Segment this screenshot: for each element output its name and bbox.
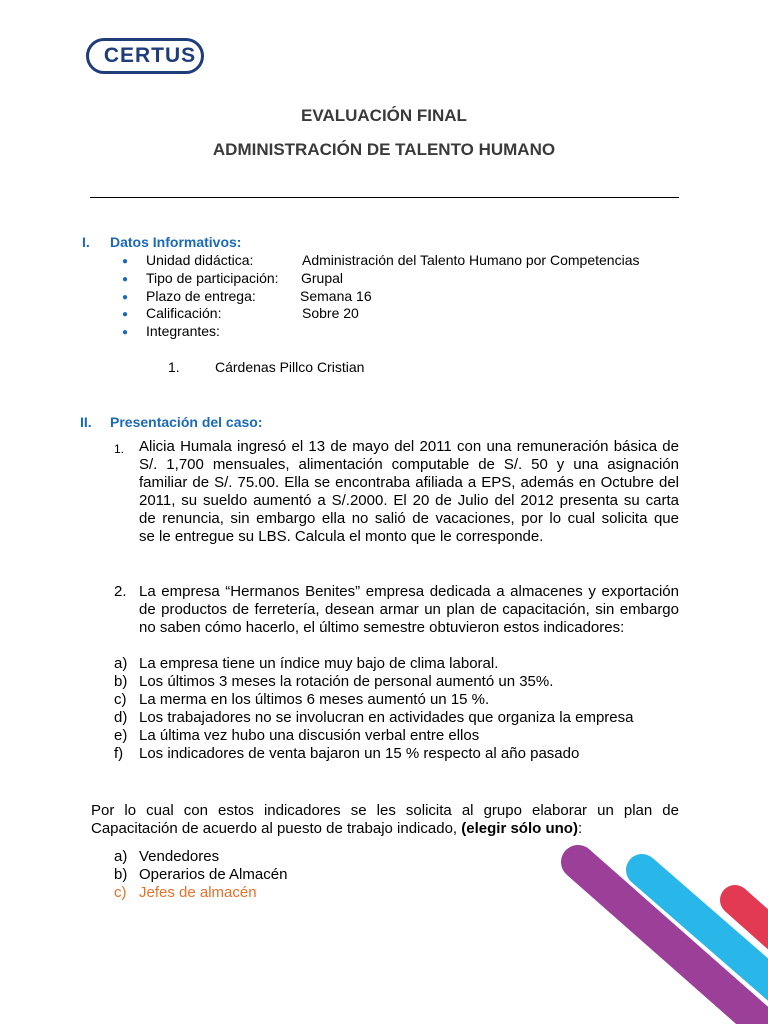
section2-number: II.	[80, 414, 92, 430]
indicator-text: Los últimos 3 meses la rotación de personal aumentó un 35%.	[139, 673, 554, 690]
page-title: EVALUACIÓN FINAL	[301, 106, 467, 125]
page-subtitle: ADMINISTRACIÓN DE TALENTO HUMANO	[212, 140, 556, 159]
info-label: Plazo de entrega:	[146, 288, 256, 304]
logo-text: CERTUS	[103, 44, 197, 67]
option-text: Operarios de Almacén	[139, 866, 288, 883]
info-label: Integrantes:	[146, 323, 220, 339]
case2-line: La empresa “Hermanos Benites” empresa dedicada a almacenes y exportación	[139, 583, 679, 600]
section1-title: Datos Informativos:	[110, 234, 242, 250]
option-letter: a)	[114, 848, 128, 865]
indicator-letter: c)	[114, 691, 127, 708]
option-letter: c)	[114, 884, 127, 901]
info-label: Calificación:	[146, 305, 222, 321]
closing-line: Por lo cual con estos indicadores se les solicita al grupo elaborar un plan de	[91, 802, 679, 819]
info-value: Semana 16	[300, 288, 372, 304]
info-value: Administración del Talento Humano por Competencias	[302, 252, 640, 268]
case1-number: 1.	[114, 442, 125, 456]
indicator-letter: a)	[114, 655, 128, 672]
case1-line: se le entregue su LBS. Calcula el monto que le corresponde.	[139, 528, 544, 545]
case1-line: de renuncia, sin embargo ella no salió de vacaciones, por lo cual solicita que	[139, 510, 679, 527]
info-value: Grupal	[301, 270, 344, 286]
case1-line: S/. 1,700 mensuales, alimentación computable de S/. 50 y una asignación	[139, 456, 679, 473]
indicator-text: La última vez hubo una discusión verbal entre ellos	[139, 727, 480, 744]
indicator-letter: d)	[114, 709, 128, 726]
indicator-letter: b)	[114, 673, 128, 690]
member-name: Cárdenas Pillco Cristian	[215, 359, 365, 375]
bullet-icon: ●	[122, 256, 129, 267]
section2-title: Presentación del caso:	[110, 414, 263, 430]
case1-line: Alicia Humala ingresó el 13 de mayo del 2011 con una remuneración básica de	[139, 438, 679, 455]
closing-line-text: Capacitación de acuerdo al puesto de trabajo indicado,	[91, 820, 458, 837]
indicator-letter: f)	[114, 745, 124, 762]
closing-colon: :	[577, 820, 583, 837]
bullet-icon: ●	[122, 327, 129, 338]
case2-line: de productos de ferretería, desean armar un plan de capacitación, sin embargo	[139, 601, 679, 618]
case1-line: 2011, su sueldo aumentó a S/.2000. El 20 de Julio del 2012 presenta su carta	[139, 492, 679, 509]
closing-emphasis: (elegir sólo uno)	[461, 820, 578, 837]
option-text: Vendedores	[139, 848, 220, 865]
bullet-icon: ●	[122, 309, 129, 320]
indicator-text: Los indicadores de venta bajaron un 15 % respecto al año pasado	[139, 745, 580, 762]
indicator-text: La merma en los últimos 6 meses aumentó un 15 %.	[139, 691, 490, 708]
info-value: Sobre 20	[302, 305, 359, 321]
option-text: Jefes de almacén	[139, 884, 257, 901]
case2-line: no saben cómo hacerlo, el último semestre obtuvieron estos indicadores:	[139, 619, 625, 636]
indicator-text: Los trabajadores no se involucran en actividades que organiza la empresa	[139, 709, 634, 726]
bullet-icon: ●	[122, 274, 129, 285]
indicator-text: La empresa tiene un índice muy bajo de clima laboral.	[139, 655, 499, 672]
info-label: Tipo de participación:	[146, 270, 279, 286]
case1-line: familiar de S/. 75.00. Ella se encontraba afiliada a EPS, además en Octubre del	[139, 474, 679, 491]
info-label: Unidad didáctica:	[146, 252, 254, 268]
bullet-icon: ●	[122, 292, 129, 303]
indicator-letter: e)	[114, 727, 128, 744]
case2-number: 2.	[114, 583, 127, 600]
member-number: 1.	[168, 359, 180, 375]
section1-number: I.	[82, 234, 90, 250]
option-letter: b)	[114, 866, 128, 883]
